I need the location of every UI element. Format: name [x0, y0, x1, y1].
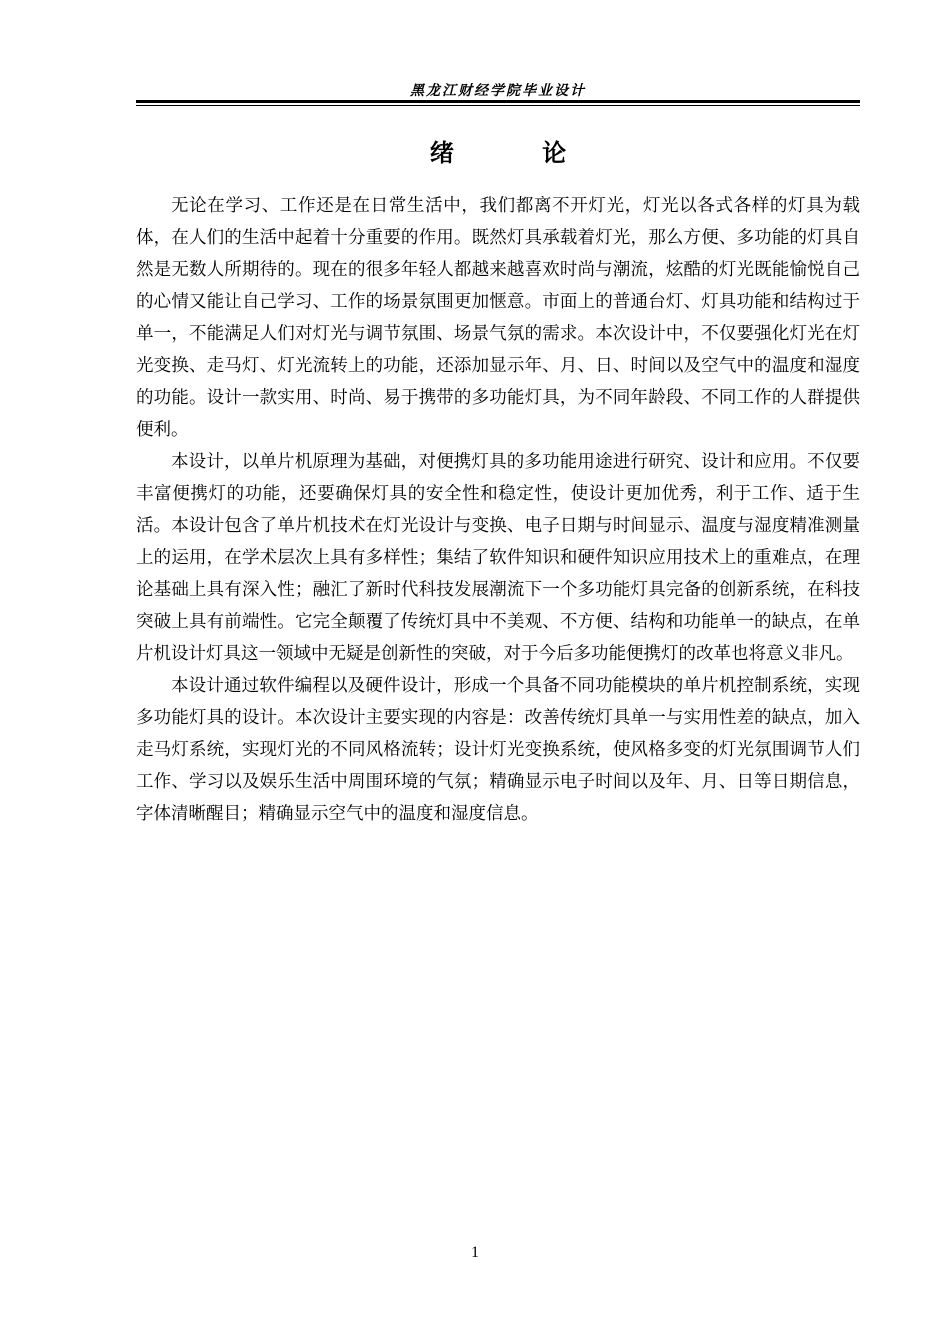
running-header: 黑龙江财经学院毕业设计 — [410, 83, 586, 99]
header-rule-thick — [136, 100, 860, 103]
body-text — [136, 190, 860, 830]
header-rule-thin — [136, 105, 860, 106]
chapter-title: 绪 论 — [429, 139, 607, 167]
paragraph-2: 本设计，以单片机原理为基础，对便携灯具的多功能用途进行研究、设计和应用。不仅要丰富便携灯的功能，还要确保灯具的安全性和稳定性，使设计更加优秀，利于工作、适于生活。本设计包含了单片机技术在灯光设计与变换、电子日期与时间显示、温度与湿度精准测量上的运用，在学术层次上具有多样性；集结了软件知识和硬件知识应用技术上的重难点，在理论基础上具有深入性；融汇了新时代科技发展潮流下一个多功能灯具完备的创新系统，在科技突破上具有前端性。它完全颠覆了传统灯具中不美观、不方便、结构和功能单一的缺点，在单片机设计灯具这一领域中无疑是创新性的突破，对于今后多功能便携灯的改革也将意义非凡。 — [136, 452, 860, 664]
paragraph-1: 无论在学习、工作还是在日常生活中，我们都离不开灯光，灯光以各式各样的灯具为载体，在人们的生活中起着十分重要的作用。既然灯具承载着灯光，那么方便、多功能的灯具自然是无数人所期待的。现在的很多年轻人都越来越喜欢时尚与潮流，炫酷的灯光既能愉悦自己的心情又能让自己学习、工作的场景氛围更加惬意。市面上的普通台灯、灯具功能和结构过于单一，不能满足人们对灯光与调节氛围、场景气氛的需求。本次设计中，不仅要强化灯光在灯光变换、走马灯、灯光流转上的功能，还添加显示年、月、日、时间以及空气中的温度和湿度的功能。设计一款实用、时尚、易于携带的多功能灯具，为不同年龄段、不同工作的人群提供便利。 — [136, 196, 860, 440]
page-number: 1 — [471, 1244, 479, 1261]
paragraph-3: 本设计通过软件编程以及硬件设计，形成一个具备不同功能模块的单片机控制系统，实现多功能灯具的设计。本次设计主要实现的内容是：改善传统灯具单一与实用性差的缺点，加入走马灯系统，实现灯光的不同风格流转；设计灯光变换系统，使风格多变的灯光氛围调节人们工作、学习以及娱乐生活中周围环境的气氛；精确显示电子时间以及年、月、日等日期信息，字体清晰醒目；精确显示空气中的温度和湿度信息。 — [136, 676, 860, 824]
